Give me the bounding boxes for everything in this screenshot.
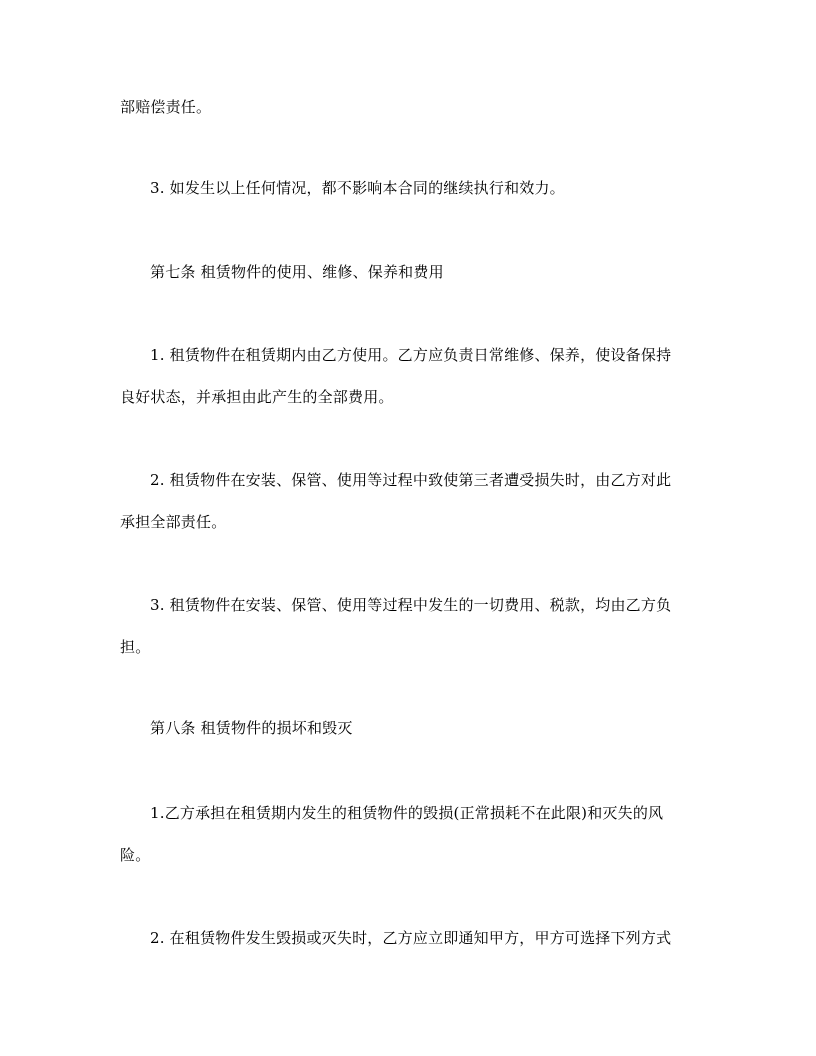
text-line-11: 1.乙方承担在租赁期内发生的租赁物件的毁损(正常损耗不在此限)和灭失的风	[150, 804, 664, 822]
text-line-7: 承担全部责任。	[120, 513, 227, 531]
section-heading-8: 第八条 租赁物件的损坏和毁灭	[150, 719, 353, 737]
text-line-12: 险。	[120, 846, 151, 864]
text-line-2: 3. 如发生以上任何情况，都不影响本合同的继续执行和效力。	[150, 179, 565, 197]
text-line-1: 部赔偿责任。	[120, 98, 212, 116]
text-line-6: 2. 租赁物件在安装、保管、使用等过程中致使第三者遭受损失时，由乙方对此	[150, 471, 672, 489]
text-line-4: 1. 租赁物件在租赁期内由乙方使用。乙方应负责日常维修、保养，使设备保持	[150, 346, 672, 364]
text-line-13: 2. 在租赁物件发生毁损或灭失时，乙方应立即通知甲方，甲方可选择下列方式	[150, 929, 672, 947]
section-heading-7: 第七条 租赁物件的使用、维修、保养和费用	[150, 263, 444, 281]
text-line-9: 担。	[120, 638, 151, 656]
text-line-5: 良好状态，并承担由此产生的全部费用。	[120, 388, 394, 406]
text-line-8: 3. 租赁物件在安装、保管、使用等过程中发生的一切费用、税款，均由乙方负	[150, 596, 672, 614]
